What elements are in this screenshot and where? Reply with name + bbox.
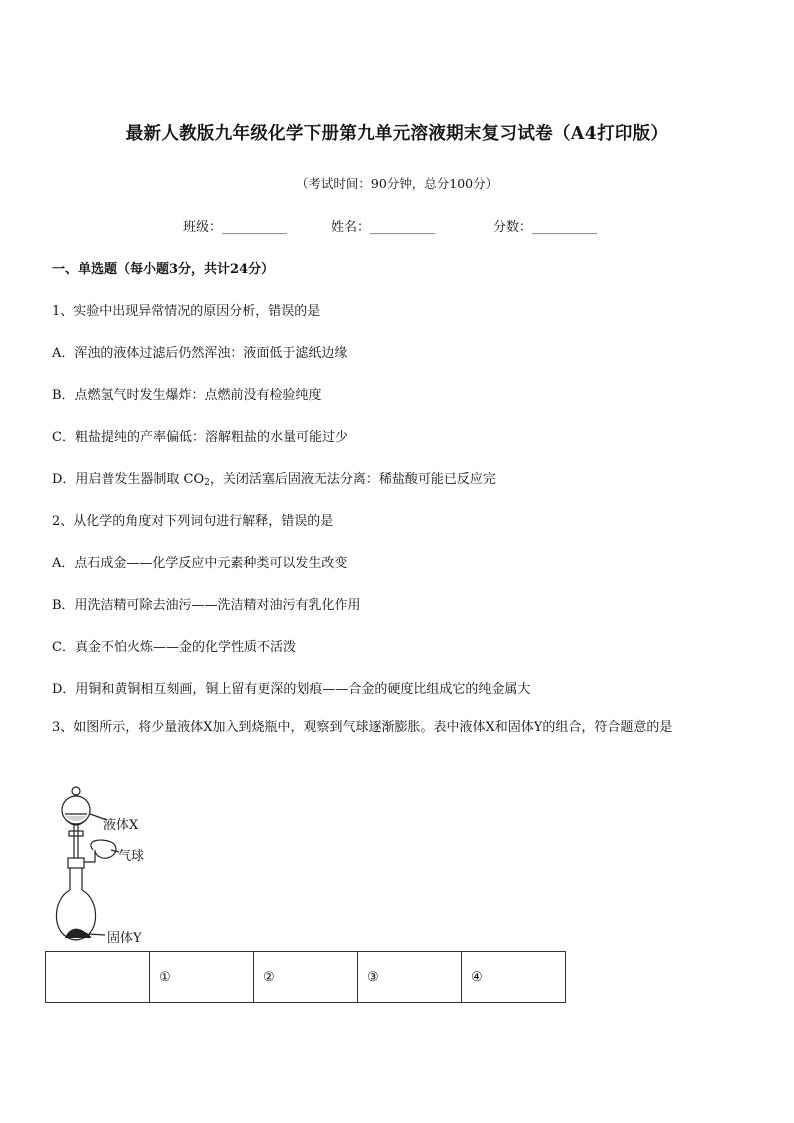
table-cell-option-4: ④ (462, 952, 566, 1003)
score-field: 分数：__________ (493, 220, 598, 235)
question-1-option-a: A．浑浊的液体过滤后仍然浑浊：液面低于滤纸边缘 (52, 346, 348, 361)
option-d-suffix: ，关闭活塞后固液无法分离：稀盐酸可能已反应完 (209, 472, 496, 487)
answer-options-table (45, 951, 566, 1003)
exam-time-note: （考试时间：90分钟，总分100分） (295, 176, 499, 191)
flask-apparatus-drawing (45, 778, 185, 948)
question-2-option-c: C．真金不怕火炼——金的化学性质不活泼 (52, 640, 296, 655)
question-1-option-d (52, 468, 496, 488)
question-2-stem: 2、从化学的角度对下列词句进行解释，错误的是 (52, 514, 334, 529)
question-1-option-b: B．点燃氢气时发生爆炸：点燃前没有检验纯度 (52, 388, 322, 403)
co2-subscript: 2 (204, 478, 210, 488)
table-cell-option-3: ③ (358, 952, 462, 1003)
liquid-x-label: 液体X (103, 818, 139, 833)
question-1-stem: 1、实验中出现异常情况的原因分析，错误的是 (52, 304, 321, 319)
question-2-option-b: B．用洗洁精可除去油污——洗洁精对油污有乳化作用 (52, 598, 361, 613)
solid-y-label: 固体Y (107, 931, 142, 946)
balloon-label: 气球 (118, 849, 145, 864)
question-2-option-d: D．用铜和黄铜相互刻画，铜上留有更深的划痕——合金的硬度比组成它的纯金属大 (52, 682, 531, 697)
section-heading: 一、单选题（每小题3分，共计24分） (52, 262, 275, 277)
class-field: 班级：__________ (183, 220, 288, 235)
table-cell-header (46, 952, 150, 1003)
question-2-option-a: A．点石成金——化学反应中元素种类可以发生改变 (52, 556, 348, 571)
table-cell-option-2: ② (254, 952, 358, 1003)
page-title: 最新人教版九年级化学下册第九单元溶液期末复习试卷（A4打印版） (125, 124, 669, 144)
table-cell-option-1: ① (150, 952, 254, 1003)
question-3-stem: 3、如图所示，将少量液体X加入到烧瓶中，观察到气球逐渐膨胀。表中液体X和固体Y的组合，符合题意的是 (52, 720, 673, 735)
flask-apparatus-figure (45, 778, 185, 948)
table-row (46, 952, 566, 1003)
name-field: 姓名：__________ (331, 220, 436, 235)
question-1-option-c: C．粗盐提纯的产率偏低：溶解粗盐的水量可能过少 (52, 430, 348, 445)
option-d-prefix: D．用启普发生器制取 CO (52, 472, 205, 487)
